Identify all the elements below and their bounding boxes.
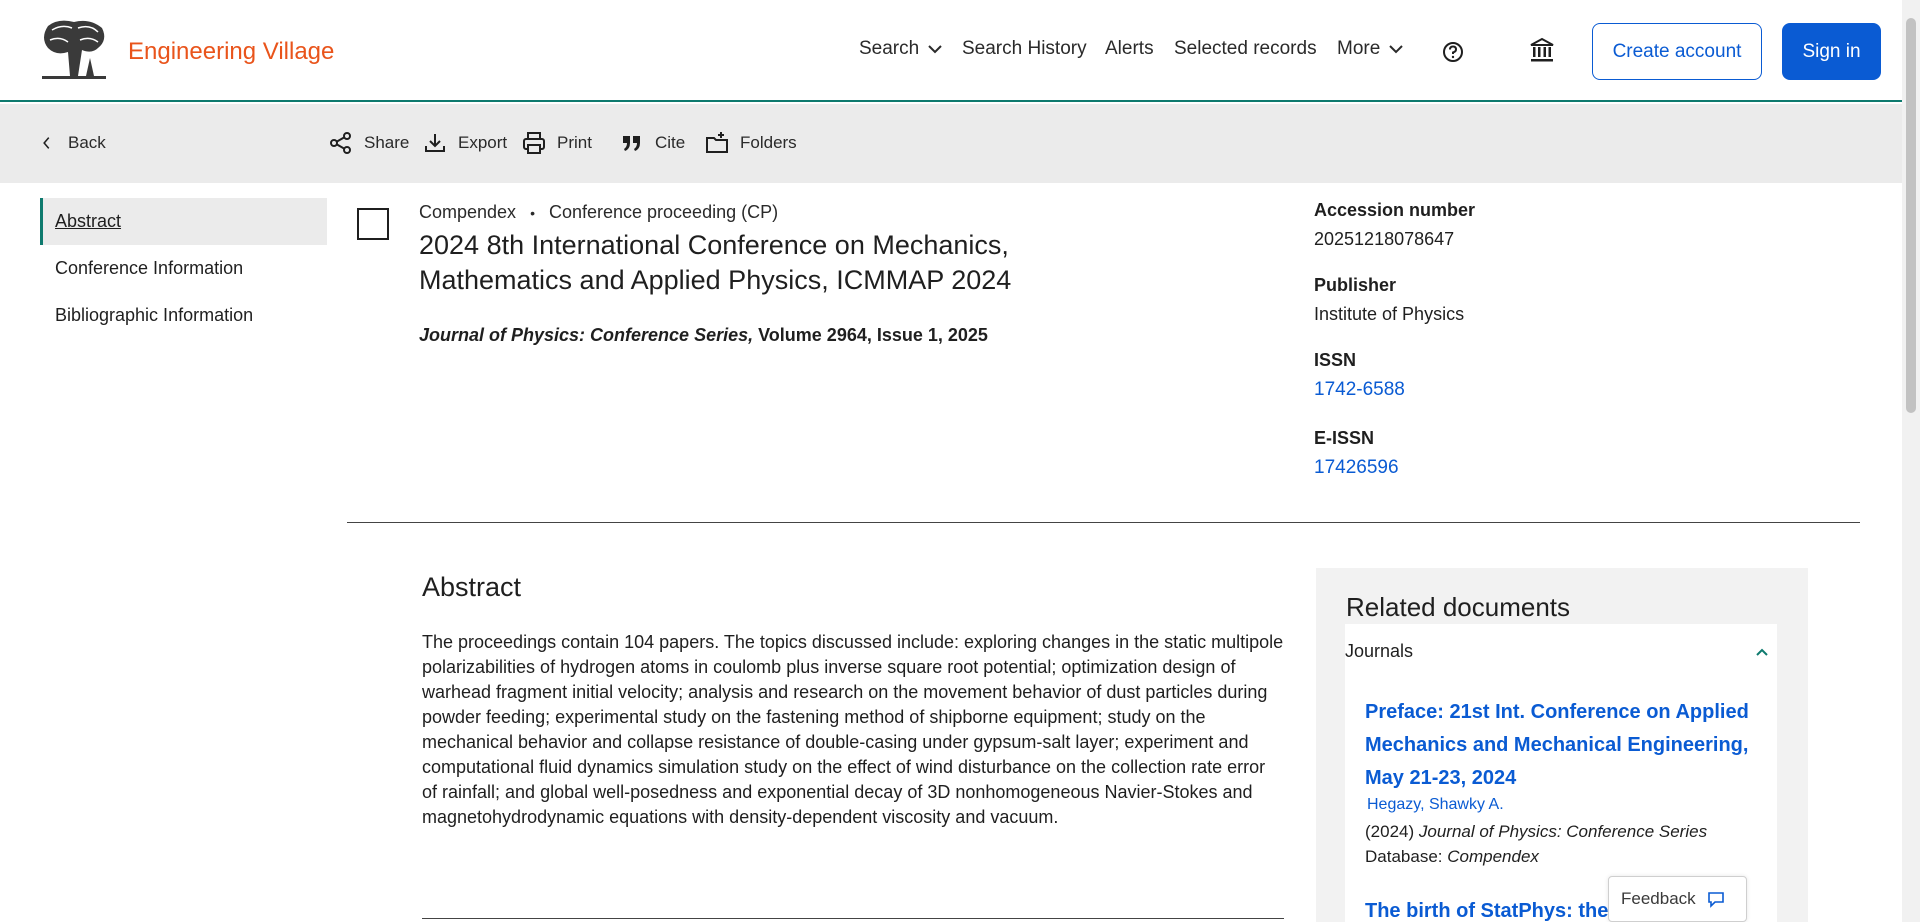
- journals-accordion-header[interactable]: [1345, 624, 1777, 679]
- journal-citation: [419, 325, 988, 346]
- nav-more-label: More: [1337, 38, 1381, 59]
- share-icon: [328, 130, 354, 156]
- cite-label: Cite: [655, 133, 686, 152]
- back-label: Back: [68, 133, 106, 152]
- database-name: Compendex: [1447, 847, 1539, 866]
- print-icon: [521, 130, 547, 156]
- nav-search-history[interactable]: Search History: [962, 38, 1087, 59]
- section-nav: [40, 198, 327, 339]
- create-account-button[interactable]: Create account: [1592, 23, 1762, 80]
- page-scrollbar[interactable]: [1902, 0, 1920, 922]
- top-header: [0, 0, 1902, 102]
- elsevier-tree-logo[interactable]: [38, 18, 110, 84]
- record-title: 2024 8th International Conference on Mechanics, Mathematics and Applied Physics, ICMMAP 2024: [419, 230, 1012, 295]
- nav-search[interactable]: [859, 38, 945, 60]
- abstract-heading: Abstract: [422, 572, 522, 602]
- print-label: Print: [557, 133, 592, 152]
- nav-selected-records[interactable]: Selected records: [1174, 38, 1317, 59]
- cite-button[interactable]: [619, 130, 685, 156]
- export-button[interactable]: [422, 130, 507, 156]
- related-item-title-2[interactable]: The birth of StatPhys: the: [1365, 900, 1609, 922]
- separator-dot: •: [530, 204, 535, 221]
- related-item-source: [1365, 822, 1707, 842]
- quote-icon: [619, 130, 645, 156]
- sidenav-item-bibliographic-information[interactable]: Bibliographic Information: [55, 305, 254, 325]
- nav-alerts[interactable]: Alerts: [1105, 38, 1154, 59]
- related-item-author[interactable]: Hegazy, Shawky A.: [1367, 796, 1504, 813]
- scrollbar-thumb[interactable]: [1906, 18, 1916, 413]
- feedback-label: Feedback: [1621, 889, 1696, 908]
- folders-label: Folders: [740, 133, 797, 152]
- print-button[interactable]: [521, 130, 592, 156]
- chat-bubble-icon: [1706, 889, 1726, 909]
- chevron-down-icon: [1386, 39, 1406, 59]
- help-icon[interactable]: [1442, 41, 1464, 63]
- select-record-checkbox[interactable]: [357, 208, 389, 240]
- abstract-divider: [422, 918, 1284, 919]
- record-type-line: [419, 202, 778, 223]
- issn-label: ISSN: [1314, 350, 1357, 370]
- related-documents-panel: [1316, 568, 1808, 922]
- publisher-value: Institute of Physics: [1314, 304, 1465, 324]
- abstract-text: The proceedings contain 104 papers. The topics discussed include: exploring changes in the static multipole polarizabilities of hydrogen atoms in coulomb plus inverse square root potential; optimization design of warhead fragment initial velocity; analysis and research on the movement behavior of dust particles during powder feeding; experimental study on the fastening method of shipborne equipment; study on the mechanical behavior and collapse resistance of double-casing under gypsum-salt layer; experiment and computational fluid dynamics simulation study on the effect of wind disturbance on the collection rate error of rainfall; and global well-posedness and exponential decay of 3D nonhomogeneous Navier-Stokes and magnetohydrodynamic equations with density-dependent viscosity and vacuum.: [422, 632, 1284, 827]
- folders-button[interactable]: [704, 130, 797, 156]
- related-heading: Related documents: [1346, 592, 1571, 622]
- download-icon: [422, 130, 448, 156]
- doc-type-label: Conference proceeding (CP): [548, 202, 779, 222]
- related-item-year: (2024): [1365, 822, 1415, 841]
- journal-details: Volume 2964, Issue 1, 2025: [753, 325, 988, 345]
- folder-add-icon: [704, 130, 730, 156]
- accession-value: 20251218078647: [1314, 229, 1455, 249]
- record-metadata: [1314, 200, 1714, 503]
- sidenav-item-conference-information[interactable]: Conference Information: [55, 258, 244, 278]
- nav-more[interactable]: [1337, 38, 1406, 60]
- back-button[interactable]: [38, 130, 106, 156]
- export-label: Export: [458, 133, 508, 152]
- related-item-journal: Journal of Physics: Conference Series: [1418, 822, 1708, 841]
- accession-label: Accession number: [1314, 200, 1476, 220]
- section-divider: [347, 522, 1860, 523]
- chevron-up-icon: [1753, 643, 1771, 661]
- nav-search-label: Search: [859, 38, 920, 59]
- chevron-left-icon: [38, 130, 58, 156]
- brand-name[interactable]: Engineering Village: [128, 38, 335, 65]
- related-item-title[interactable]: Preface: 21st Int. Conference on Applied Mechanics and Mechanical Engineering, May 21-23, 2024: [1365, 701, 1749, 789]
- sidenav-item-abstract[interactable]: Abstract: [40, 198, 327, 245]
- share-label: Share: [364, 133, 410, 152]
- institution-icon[interactable]: [1528, 36, 1556, 64]
- publisher-label: Publisher: [1314, 275, 1397, 295]
- eissn-label: E-ISSN: [1314, 428, 1375, 448]
- record-toolbar: [0, 104, 1902, 183]
- journal-name: Journal of Physics: Conference Series,: [419, 325, 754, 345]
- issn-link[interactable]: 1742-6588: [1314, 379, 1405, 400]
- eissn-link[interactable]: 17426596: [1314, 457, 1399, 478]
- database-label: Compendex: [419, 202, 517, 222]
- sign-in-button[interactable]: Sign in: [1782, 23, 1881, 80]
- feedback-button[interactable]: [1608, 876, 1747, 922]
- share-button[interactable]: [328, 130, 409, 156]
- chevron-down-icon: [925, 39, 945, 59]
- related-item-database: [1365, 847, 1539, 867]
- journals-label: Journals: [1345, 641, 1414, 661]
- database-prefix: Database:: [1365, 847, 1443, 866]
